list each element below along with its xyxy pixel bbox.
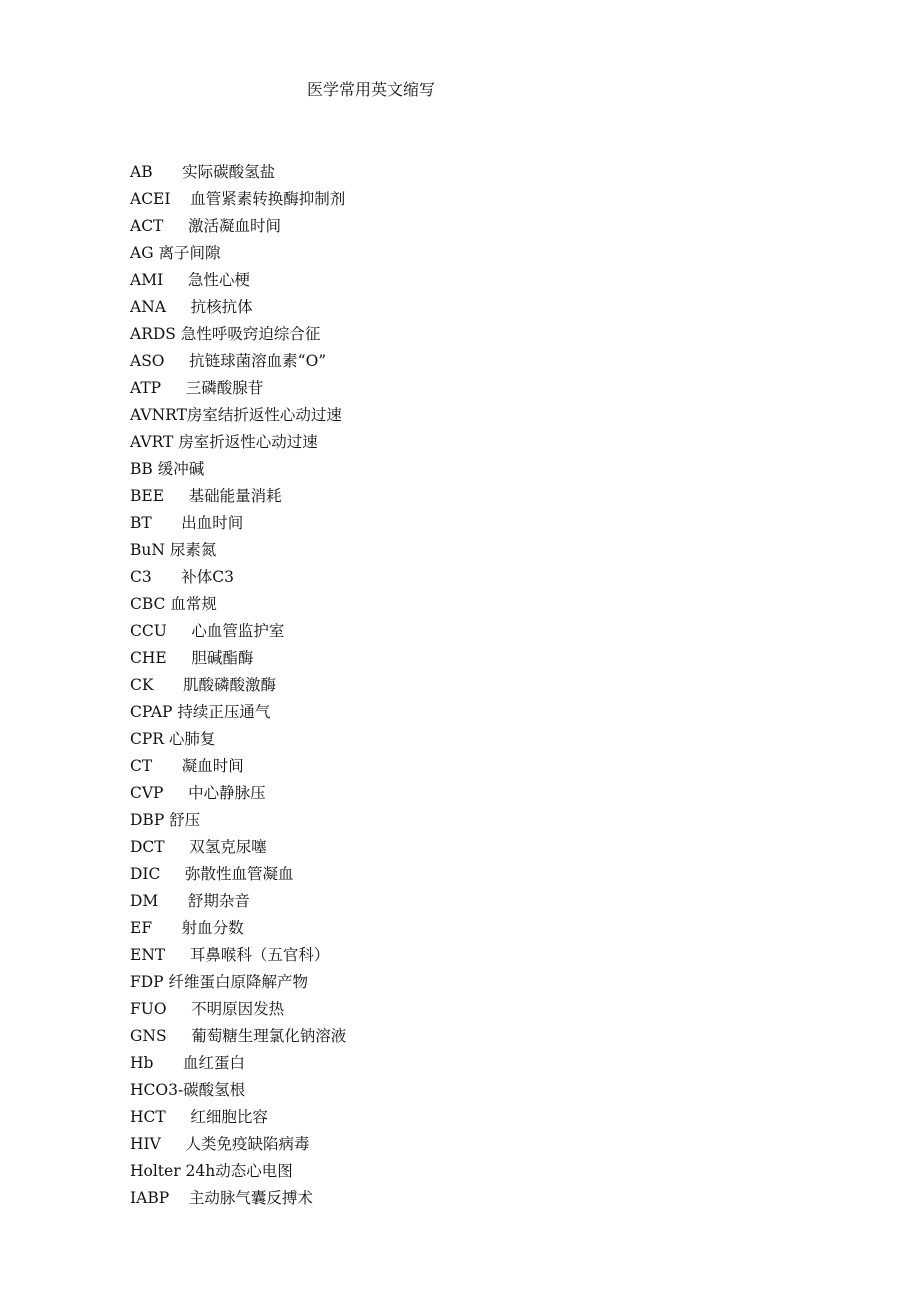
list-item: AMI 急性心梗 — [130, 271, 250, 289]
list-item: C3 补体C3 — [130, 568, 235, 586]
list-item: CCU 心血管监护室 — [130, 622, 285, 640]
list-item: DIC 弥散性血管凝血 — [130, 865, 294, 883]
list-item: HCO3-碳酸氢根 — [130, 1081, 246, 1099]
list-item: BuN 尿素氮 — [130, 541, 217, 559]
list-item: EF 射血分数 — [130, 919, 244, 937]
list-item: CBC 血常规 — [130, 595, 217, 613]
list-item: ENT 耳鼻喉科（五官科） — [130, 946, 330, 964]
list-item: FUO 不明原因发热 — [130, 1000, 285, 1018]
list-item: ATP 三磷酸腺苷 — [130, 379, 264, 397]
list-item: DM 舒期杂音 — [130, 892, 250, 910]
list-item: CHE 胆碱酯酶 — [130, 649, 254, 667]
list-item: AB 实际碳酸氢盐 — [130, 163, 276, 181]
list-item: ANA 抗核抗体 — [130, 298, 253, 316]
list-item: IABP 主动脉气囊反搏术 — [130, 1189, 313, 1207]
list-item: Holter 24h动态心电图 — [130, 1162, 293, 1180]
list-item: HIV 人类免疫缺陷病毒 — [130, 1135, 310, 1153]
list-item: CPR 心肺复 — [130, 730, 216, 748]
list-item: ASO 抗链球菌溶血素“O” — [130, 352, 327, 370]
list-item: Hb 血红蛋白 — [130, 1054, 246, 1072]
list-item: BB 缓冲碱 — [130, 460, 205, 478]
list-item: BT 出血时间 — [130, 514, 244, 532]
list-item: DCT 双氢克尿噻 — [130, 838, 267, 856]
list-item: GNS 葡萄糖生理氯化钠溶液 — [130, 1027, 347, 1045]
list-item: CK 肌酸磷酸激酶 — [130, 676, 277, 694]
list-item: AVNRT房室结折返性心动过速 — [130, 406, 342, 424]
list-item: HCT 红细胞比容 — [130, 1108, 268, 1126]
page-title: 医学常用英文缩写 — [307, 80, 436, 99]
list-item: DBP 舒压 — [130, 811, 201, 829]
abbreviation-list — [130, 159, 346, 1212]
list-item: FDP 纤维蛋白原降解产物 — [130, 973, 309, 991]
list-item: ACT 激活凝血时间 — [130, 217, 282, 235]
list-item: CVP 中心静脉压 — [130, 784, 266, 802]
list-item: AVRT 房室折返性心动过速 — [130, 433, 318, 451]
list-item: BEE 基础能量消耗 — [130, 487, 282, 505]
list-item: AG 离子间隙 — [130, 244, 221, 262]
list-item: ARDS 急性呼吸窍迫综合征 — [130, 325, 321, 343]
list-item: CPAP 持续正压通气 — [130, 703, 271, 721]
list-item: CT 凝血时间 — [130, 757, 244, 775]
list-item: ACEI 血管紧素转换酶抑制剂 — [130, 190, 346, 208]
